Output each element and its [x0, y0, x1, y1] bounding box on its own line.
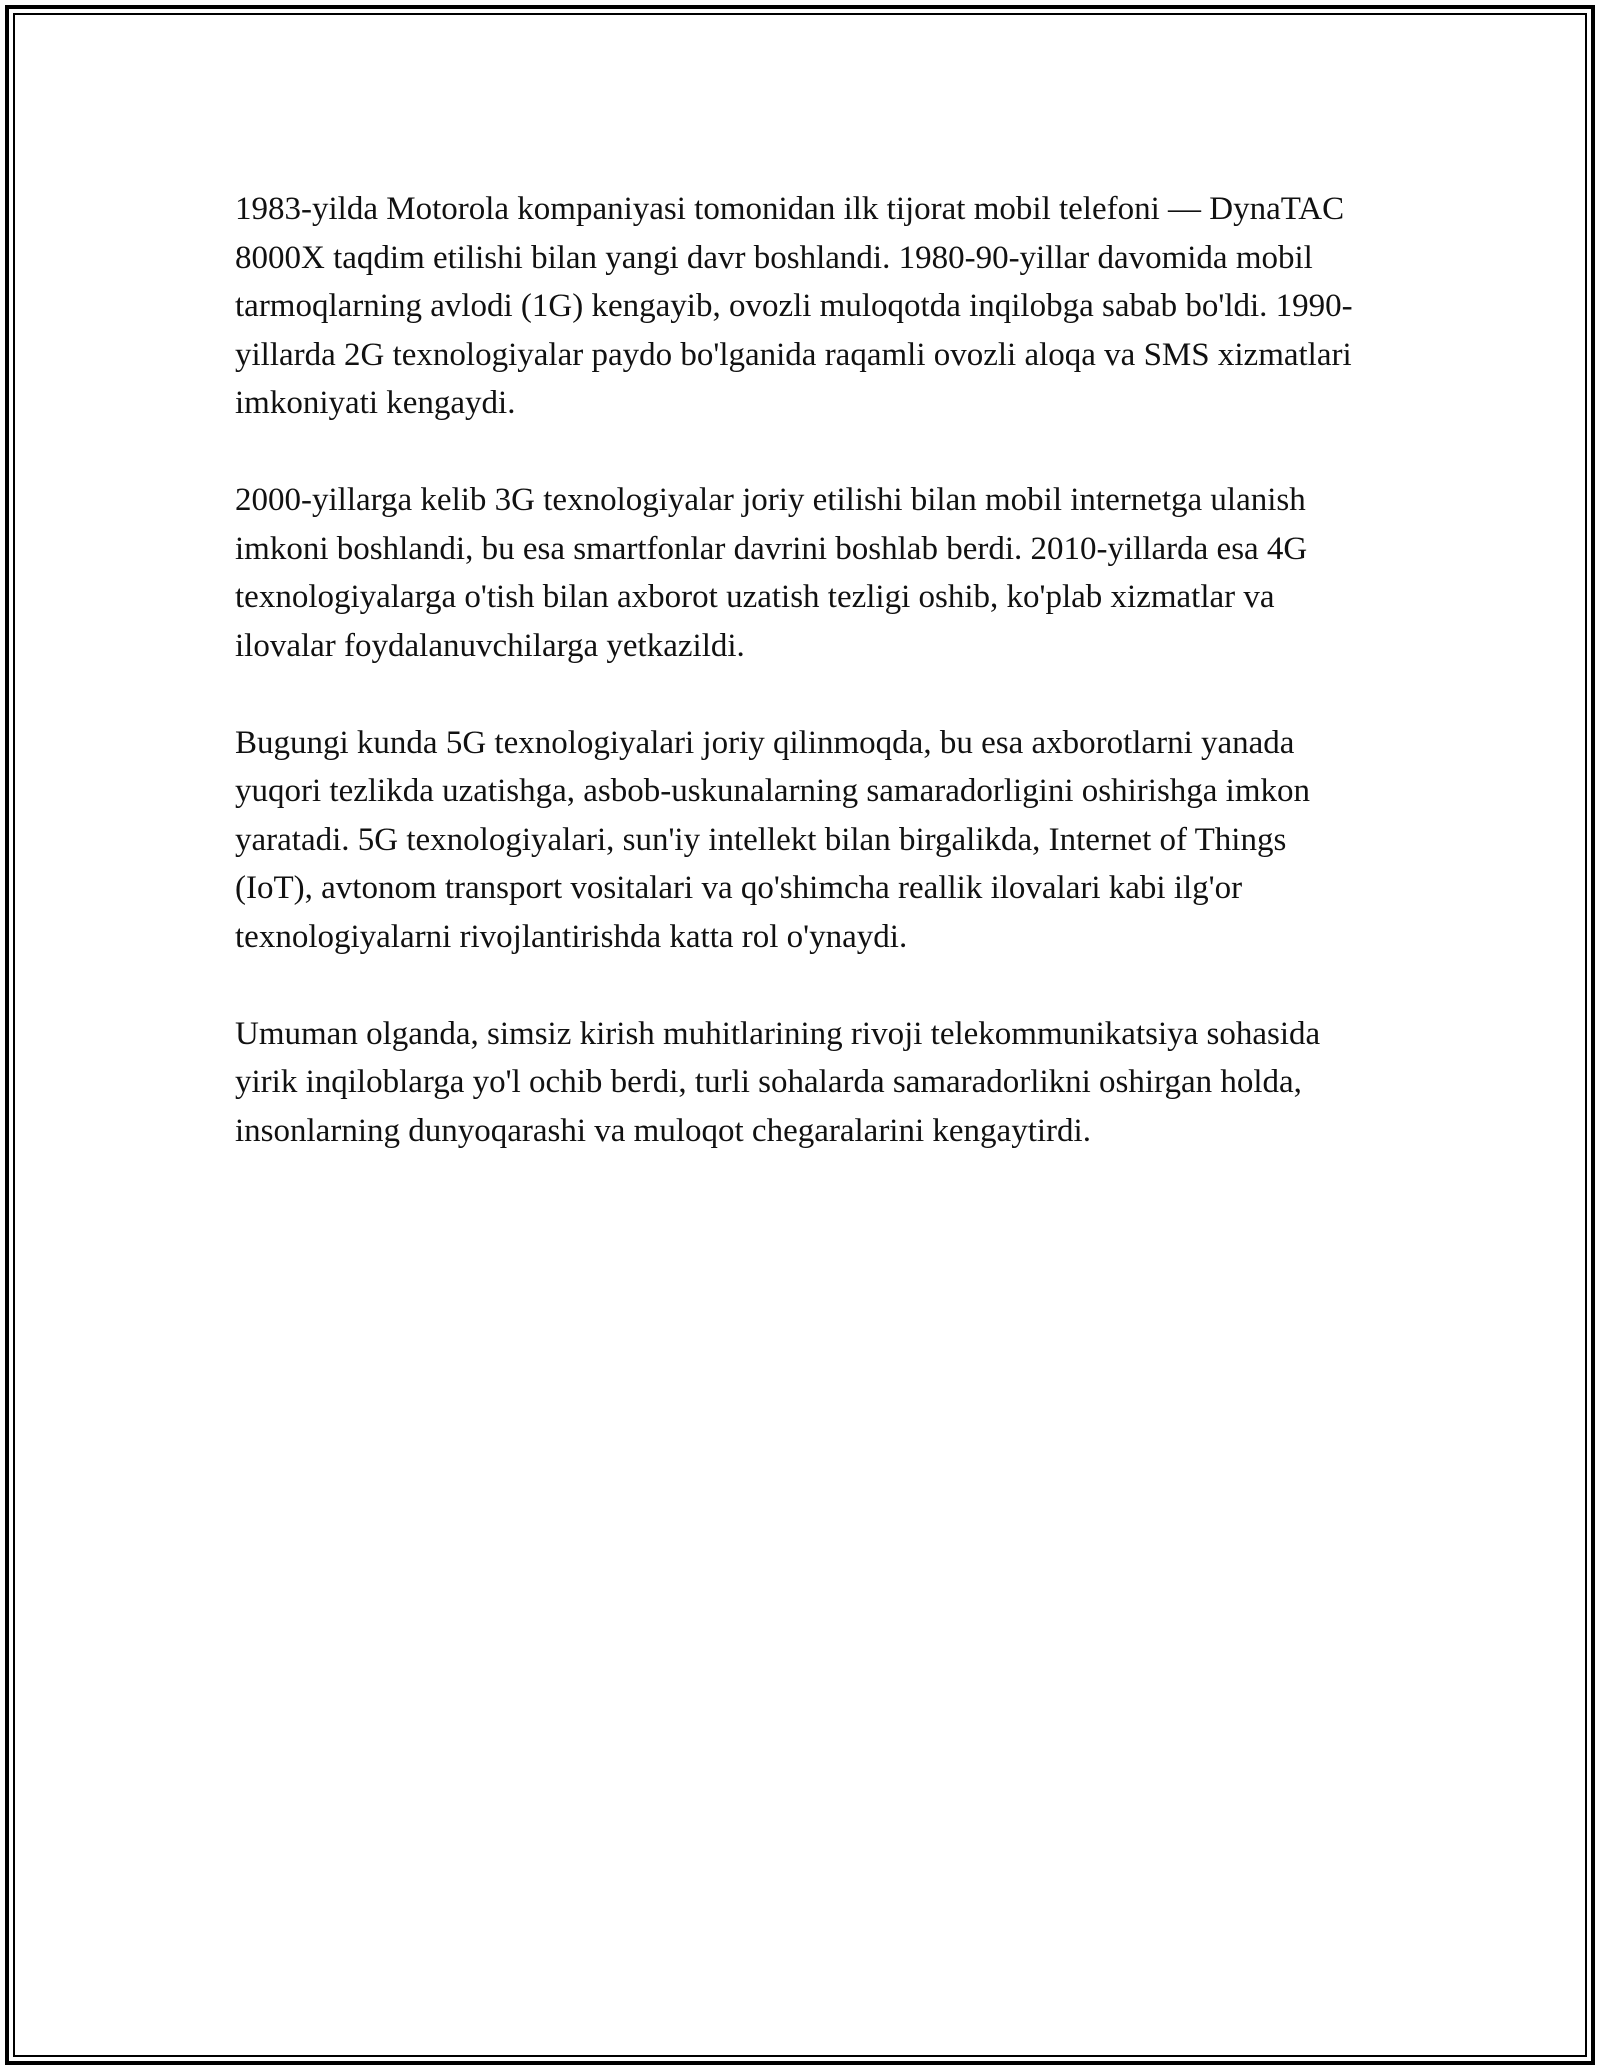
paragraph-1: 1983-yilda Motorola kompaniyasi tomonidan ilk tijorat mobil telefoni — DynaTAC 8000X taqdim etilishi bilan yangi davr boshlandi. 1980-90-yillar davomida mobil tarmoqlarning avlodi (1G) kengayib, ovozli muloqotda inqilobga sabab bo'ldi. 1990-yillarda 2G texnologiyalar paydo bo'lganida raqamli ovozli aloqa va SMS xizmatlari imkoniyati kengaydi. — [235, 191, 1353, 421]
document-body — [235, 185, 1365, 1204]
paragraph-2: 2000-yillarga kelib 3G texnologiyalar joriy etilishi bilan mobil internetga ulanish imkoni boshlandi, bu esa smartfonlar davrini boshlab berdi. 2010-yillarda esa 4G texnologiyalarga o'tish bilan axborot uzatish tezligi oshib, ko'plab xizmatlar va ilovalar foydalanuvchilarga yetkazildi. — [235, 482, 1308, 664]
paragraph-3: Bugungi kunda 5G texnologiyalari joriy qilinmoqda, bu esa axborotlarni yanada yuqori tezlikda uzatishga, asbob-uskunalarning samaradorligini oshirishga imkon yaratadi. 5G texnologiyalari, sun'iy intellekt bilan birgalikda, Internet of Things (IoT), avtonom transport vositalari va qo'shimcha reallik ilovalari kabi ilg'or texnologiyalarni rivojlantirishda katta rol o'ynaydi. — [235, 724, 1311, 955]
paragraph-4: Umuman olganda, simsiz kirish muhitlarining rivoji telekommunikatsiya sohasida yirik inqiloblarga yo'l ochib berdi, turli sohalarda samaradorlikni oshirgan holda, insonlarning dunyoqarashi va muloqot chegaralarini kengaytirdi. — [235, 1015, 1321, 1149]
